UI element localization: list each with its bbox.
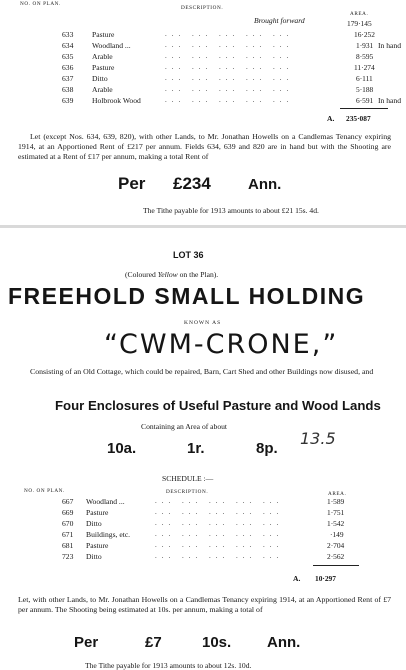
leader-dots: ... ... ... ... ... (165, 85, 294, 93)
table-row (0, 96, 406, 106)
row-description: Ditto (86, 519, 102, 528)
leader-dots: ... ... ... ... ... (155, 541, 284, 549)
row-number: 633 (62, 30, 74, 39)
lot-title: FREEHOLD SMALL HOLDING (8, 283, 366, 309)
table-row (0, 508, 406, 518)
row-description: Pasture (92, 30, 115, 39)
row-area: ·149 (330, 530, 344, 539)
row-number: 723 (62, 552, 74, 561)
col-header-area: AREA. (350, 11, 369, 17)
col-header-no-on-plan: NO. ON PLAN. (20, 1, 61, 7)
rent-per: Per (118, 174, 146, 193)
total-rule (340, 108, 388, 109)
area-roods: 1r. (187, 440, 205, 457)
row-description: Woodland ... (86, 497, 125, 506)
table-row (0, 519, 406, 529)
rent-per: Per (74, 634, 99, 651)
let-paragraph-2: Let, with other Lands, to Mr. Jonathan Howells on a Candlemas Tenancy expiring 1914, at an Apportioned Rent of £7 per annum. The Shooting being estimated at 10s. per annum, making a total of (18, 595, 391, 615)
col-header-area: AREA. (328, 491, 347, 497)
row-area: 6·111 (356, 74, 373, 83)
leader-dots: ... ... ... ... ... (155, 508, 284, 516)
row-note: In hand (378, 41, 401, 50)
page-divider (0, 225, 406, 228)
row-number: 638 (62, 85, 74, 94)
leader-dots: ... ... ... ... ... (155, 530, 284, 538)
leader-dots: ... ... ... ... ... (165, 74, 294, 82)
containing-line: Containing an Area of about (141, 422, 228, 431)
table-row (0, 552, 406, 562)
brought-forward-label: Brought forward (254, 16, 305, 25)
row-area: 16·252 (354, 30, 375, 39)
coloured-word: Yellow (157, 270, 178, 279)
col-header-no-on-plan: NO. ON PLAN. (24, 488, 65, 494)
table-row (0, 52, 406, 62)
total-label: A. (293, 574, 301, 583)
row-description: Pasture (86, 508, 109, 517)
leader-dots: ... ... ... ... ... (165, 30, 294, 38)
rent-pounds: £7 (145, 634, 162, 651)
rent-amount: £234 (173, 174, 211, 193)
row-description: Ditto (86, 552, 102, 561)
rent-ann: Ann. (248, 176, 282, 193)
row-number: 635 (62, 52, 74, 61)
row-number: 639 (62, 96, 74, 105)
row-description: Arable (92, 85, 113, 94)
consisting-paragraph: Consisting of an Old Cottage, which could be repaired, Barn, Cart Shed and other Buildings now disused, and (30, 367, 374, 376)
row-description: Holbrook Wood (92, 96, 141, 105)
known-as-label: KNOWN AS (184, 320, 222, 326)
row-note: In hand (378, 96, 401, 105)
row-number: 681 (62, 541, 74, 550)
row-area: 6·591 (356, 96, 374, 105)
let-paragraph-1: Let (except Nos. 634, 639, 820), with other Lands, to Mr. Jonathan Howells on a Candlemas Tenancy expiring 1914, at an Apportioned Rent of £217 per annum. Fields 634, 639 and 820 are in hand but with the Shooting are estimated at a Rent of £17 per annum, making a total Rent of (18, 132, 391, 162)
enclosures-heading: Four Enclosures of Useful Pasture and Wood Lands (55, 398, 381, 413)
rent-shillings: 10s. (202, 634, 232, 651)
property-name: “CWM-CRONE,” (104, 329, 339, 360)
table-row (0, 85, 406, 95)
schedule-heading: SCHEDULE :— (162, 474, 214, 483)
row-description: Arable (92, 52, 113, 61)
total-area: 10·297 (315, 574, 336, 583)
coloured-pre: (Coloured (125, 270, 156, 279)
row-area: 11·274 (354, 63, 375, 72)
coloured-post: on the Plan). (179, 270, 219, 279)
row-number: 667 (62, 497, 74, 506)
area-acres: 10a. (107, 440, 137, 457)
lot-number: LOT 36 (173, 250, 204, 260)
leader-dots: ... ... ... ... ... (155, 552, 284, 560)
leader-dots: ... ... ... ... ... (165, 41, 294, 49)
row-area: 1·589 (327, 497, 345, 506)
brought-forward-area: 179·145 (347, 19, 372, 28)
rent-ann: Ann. (267, 634, 301, 651)
table-row (0, 30, 406, 40)
row-area: 1·542 (327, 519, 345, 528)
coloured-note (125, 270, 218, 279)
row-area: 8·595 (356, 52, 374, 61)
row-number: 634 (62, 41, 74, 50)
tithe-line-2: The Tithe payable for 1913 amounts to about 12s. 10d. (85, 661, 252, 670)
tithe-line-1: The Tithe payable for 1913 amounts to about £21 15s. 4d. (143, 206, 319, 215)
handwritten-note: 13.5 (300, 429, 336, 448)
leader-dots: ... ... ... ... ... (165, 63, 294, 71)
leader-dots: ... ... ... ... ... (155, 497, 284, 505)
row-area: 1·751 (327, 508, 345, 517)
col-header-description: DESCRIPTION. (166, 489, 209, 495)
row-number: 669 (62, 508, 74, 517)
table-row (0, 63, 406, 73)
table-row (0, 497, 406, 507)
total-rule (313, 565, 359, 566)
total-label: A. (327, 114, 335, 123)
area-perches: 8p. (256, 440, 278, 457)
row-description: Woodland ... (92, 41, 131, 50)
col-header-description: DESCRIPTION. (181, 5, 224, 11)
leader-dots: ... ... ... ... ... (155, 519, 284, 527)
row-description: Pasture (86, 541, 109, 550)
row-number: 637 (62, 74, 74, 83)
row-number: 671 (62, 530, 74, 539)
row-description: Pasture (92, 63, 115, 72)
table-row (0, 74, 406, 84)
row-number: 670 (62, 519, 74, 528)
row-number: 636 (62, 63, 74, 72)
row-description: Ditto (92, 74, 108, 83)
row-area: 2·704 (327, 541, 345, 550)
leader-dots: ... ... ... ... ... (165, 96, 294, 104)
leader-dots: ... ... ... ... ... (165, 52, 294, 60)
row-area: 2·562 (327, 552, 345, 561)
row-description: Buildings, etc. (86, 530, 131, 539)
table-row (0, 41, 406, 51)
row-area: 1·931 (356, 41, 374, 50)
table-row (0, 541, 406, 551)
row-area: 5·188 (356, 85, 374, 94)
table-row (0, 530, 406, 540)
total-area: 235·087 (346, 114, 371, 123)
